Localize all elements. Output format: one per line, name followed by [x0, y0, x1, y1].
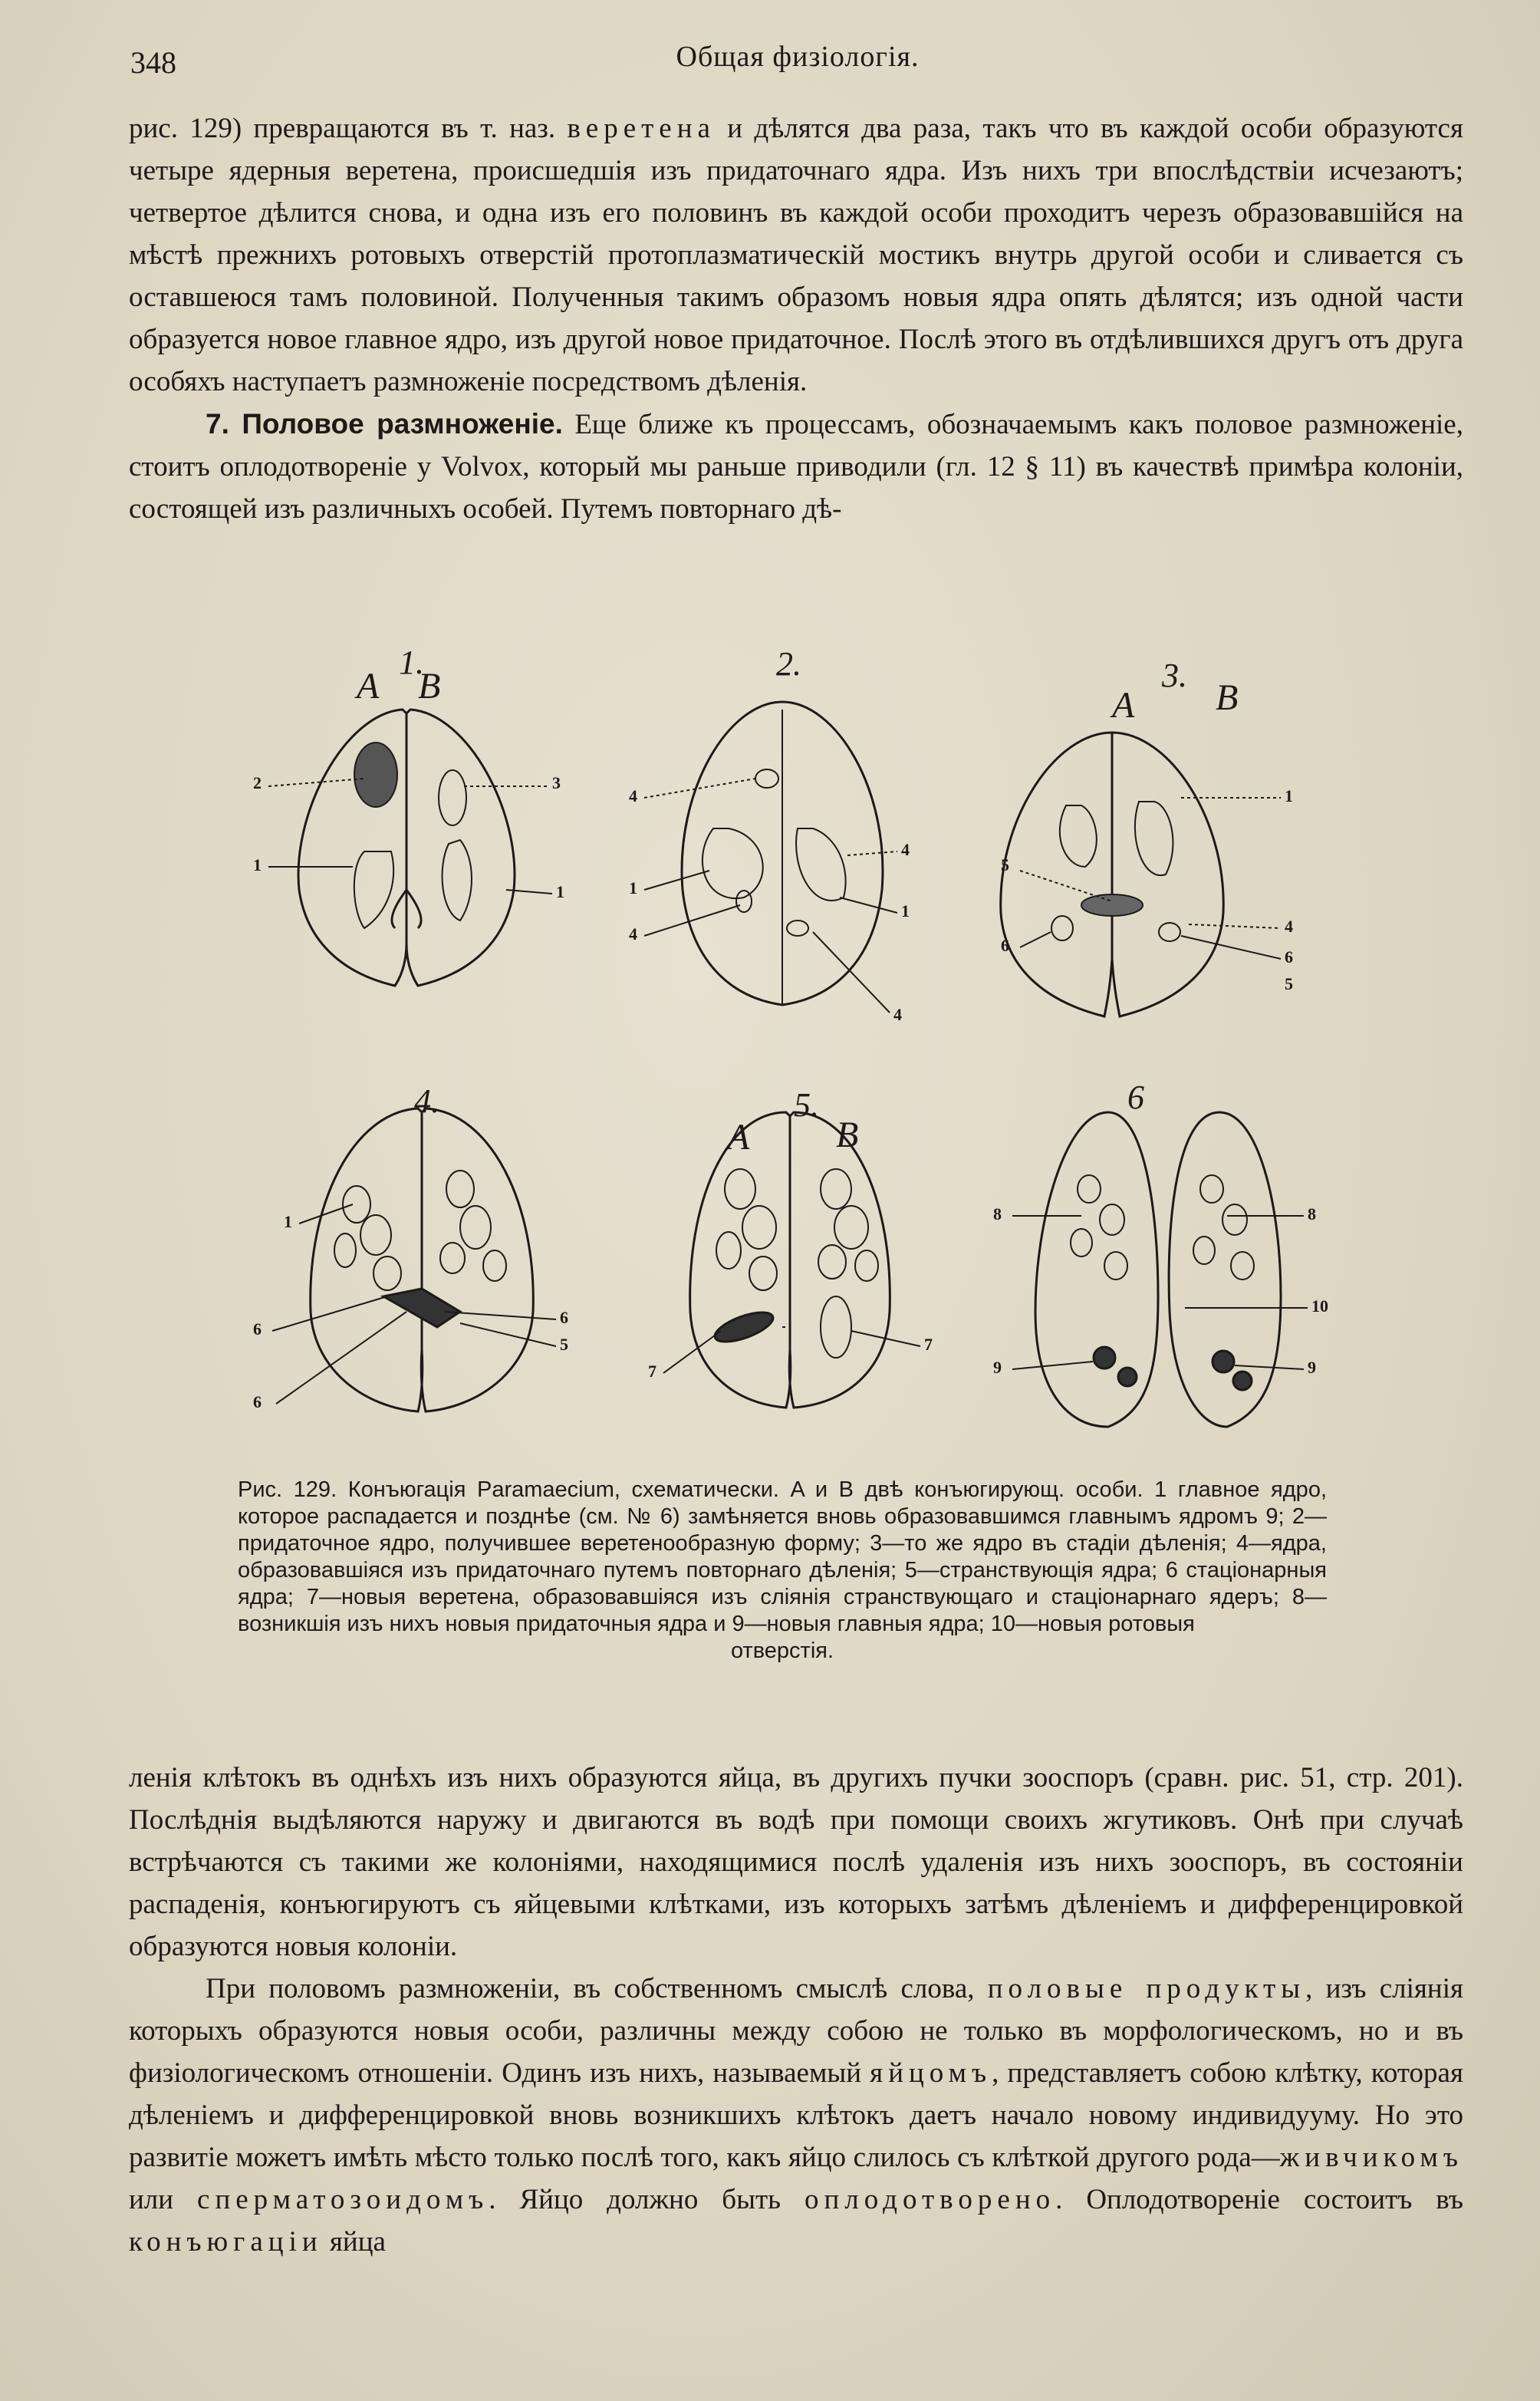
- panel-number-5: 5.: [794, 1086, 819, 1124]
- callout-4: 4: [629, 924, 637, 944]
- panel-number-1: 1.: [399, 644, 424, 681]
- panel-number-3: 3.: [1162, 657, 1187, 694]
- label-b-3: B: [1216, 677, 1239, 718]
- paragraph-4: При половомъ размноженіи, въ собственномъ смыслѣ слова, половые продукты, изъ слiянія которыхъ образуются новыя особи, различны между собою не только въ морфологическомъ, но и въ физіологическомъ отношеніи. Одинъ изъ нихъ, называемый яйцомъ, представляетъ собою клѣтку, которая дѣленіемъ и дифференцировкой вновь возникшихъ клѣтокъ даетъ начало новому индивидууму. Но это развитіе можетъ имѣть мѣсто только послѣ того, какъ яйцо слилось съ клѣткой другого рода—живчикомъ или сперматозоидомъ. Яйцо должно быть оплодотворено. Оплодотвореніе состоитъ въ конъюгаціи яйца: [129, 1973, 1464, 2258]
- callout-6: 6: [1285, 947, 1293, 967]
- term-veretena: веретена: [567, 113, 716, 144]
- callout-9: 9: [993, 1358, 1002, 1377]
- conjugation-diagram: [230, 637, 1342, 1457]
- callout-solid-lines: [268, 867, 1308, 1404]
- callout-lines: [268, 779, 1281, 1327]
- term-konyugatsii: конъюгаціи: [129, 2226, 323, 2258]
- callout-1: 1: [253, 855, 262, 874]
- panel-5-cells: [690, 1112, 890, 1408]
- panel-1-cells: [298, 710, 515, 986]
- callout-6: 6: [253, 1392, 262, 1411]
- callout-4: 4: [901, 840, 910, 859]
- callout-10: 10: [1311, 1296, 1328, 1316]
- callout-1: 1: [556, 882, 564, 901]
- callout-7: 7: [924, 1335, 933, 1354]
- paragraph-1: рис. 129) превращаются въ т. наз. веретена и дѣлятся два раза, такъ что въ каждой особи образуются четыре ядерныя веретена, происшедшія изъ придаточнаго ядра. Изъ нихъ три впослѣдствіи исчезаютъ; четвертое дѣлится снова, и одна изъ его половинъ въ каждой особи проходитъ черезъ образовавшійся на мѣстѣ прежнихъ ротовыхъ отверстій протоплазматическій мостикъ внутрь другой особи и сливается съ оставшеюся тамъ половиной. Полученныя такимъ образомъ новыя ядра опять дѣлятся; изъ одной части образуется новое главное ядро, изъ другой новое придаточное. Послѣ этого въ отдѣлившихся другъ отъ друга особяхъ наступаетъ размноженіе посредствомъ дѣленія.: [129, 113, 1463, 397]
- callout-5: 5: [1285, 974, 1293, 993]
- callout-3: 3: [552, 773, 561, 792]
- callout-4: 4: [1285, 917, 1293, 936]
- top-text: [129, 107, 1463, 530]
- panel-6-cells: [1035, 1112, 1281, 1427]
- panel-2-cells: [682, 702, 883, 1005]
- callout-6: 6: [560, 1308, 568, 1327]
- bottom-text: [129, 1757, 1463, 2263]
- paragraph-3: ленія клѣтокъ въ однѣхъ изъ нихъ образуются яйца, въ другихъ пучки зооспоръ (сравн. рис. 51, стр. 201). Послѣднія выдѣляются наружу и двигаются въ водѣ при помощи своихъ жгутиковъ. Онѣ при случаѣ встрѣчаются съ такими же колоніями, находящимися послѣ удаленія изъ нихъ зооспоръ, въ состояніи распаденія, конъюгируютъ съ яйцевыми клѣтками, изъ которыхъ затѣмъ дѣленіемъ и дифференцировкой образуются новыя колоніи.: [129, 1762, 1463, 1962]
- term-spermatozoidom: сперматозоидомъ: [197, 2184, 489, 2215]
- figure-129: [230, 637, 1342, 1457]
- term-yaitsom: яйцомъ: [870, 2057, 992, 2089]
- label-a-3: A: [1112, 685, 1135, 726]
- page-number: 348: [130, 45, 176, 80]
- callout-4: 4: [629, 786, 637, 805]
- callout-1: 1: [1285, 786, 1293, 805]
- term-polovye-produkty: половые продукты: [987, 1973, 1306, 2004]
- callout-2: 2: [253, 773, 262, 792]
- label-a-5: A: [727, 1117, 750, 1158]
- callout-5: 5: [1001, 855, 1009, 874]
- label-b-5: B: [836, 1115, 859, 1155]
- callout-1: 1: [901, 901, 910, 921]
- panel-number-4: 4.: [414, 1082, 439, 1120]
- caption-last-line: отверстія.: [730, 1639, 834, 1663]
- panel-number-6: 6: [1127, 1079, 1144, 1116]
- panel-3-cells: [1001, 733, 1223, 1016]
- label-b-1: B: [418, 666, 441, 706]
- callout-8: 8: [1308, 1204, 1316, 1224]
- callout-1: 1: [629, 878, 637, 897]
- panel-4-cells: [311, 1108, 534, 1411]
- callout-1: 1: [284, 1212, 292, 1231]
- figure-caption: [238, 1477, 1327, 1665]
- page-header: [123, 37, 1473, 83]
- callout-8: 8: [993, 1204, 1002, 1224]
- callout-4: 4: [893, 1005, 902, 1024]
- label-a-1: A: [357, 666, 380, 706]
- callout-6: 6: [1001, 936, 1009, 955]
- callout-7: 7: [648, 1362, 656, 1381]
- section-heading: 7. Половое размноженіе.: [206, 408, 563, 440]
- callout-6: 6: [253, 1319, 262, 1339]
- callout-5: 5: [560, 1335, 568, 1354]
- term-zhivchikom: живчикомъ: [1279, 2142, 1463, 2173]
- paragraph-2: 7. Половое размноженіе. Еще ближе къ процессамъ, обозначаемымъ какъ половое размноженіе, стоитъ оплодотвореніе у Volvox, который мы раньше приводили (гл. 12 § 11) въ качествѣ примѣра колоніи, состоящей изъ различныхъ особей. Путемъ повторнаго дѣ-: [129, 408, 1463, 525]
- callout-9: 9: [1308, 1358, 1316, 1377]
- panel-number-2: 2.: [776, 645, 801, 683]
- caption-text: Рис. 129. Конъюгація Paramaecium, схематически. A и B двѣ конъюгирующ. особи. 1 главное ядро, которое распадается и позднѣе (см. № 6) замѣняется вновь образовавшимся главнымъ ядромъ 9; 2—придаточное ядро, получившее веретенообразную форму; 3—то же ядро въ стадіи дѣленія; 4—ядра, образовавшіяся изъ придаточнаго путемъ повторнаго дѣленія; 5—странствующія ядра; 6 стаціонарныя ядра; 7—новыя веретена, образовавшіяся изъ слiянія странствующаго и стаціонарнаго ядеръ; 8—возникшія изъ нихъ новыя придаточныя ядра и 9—новыя главныя ядра; 10—новыя ротовыя: [238, 1477, 1327, 1636]
- running-title: Общая физіологія.: [676, 41, 920, 73]
- term-oplodotvoreno: оплодотворено: [804, 2184, 1056, 2215]
